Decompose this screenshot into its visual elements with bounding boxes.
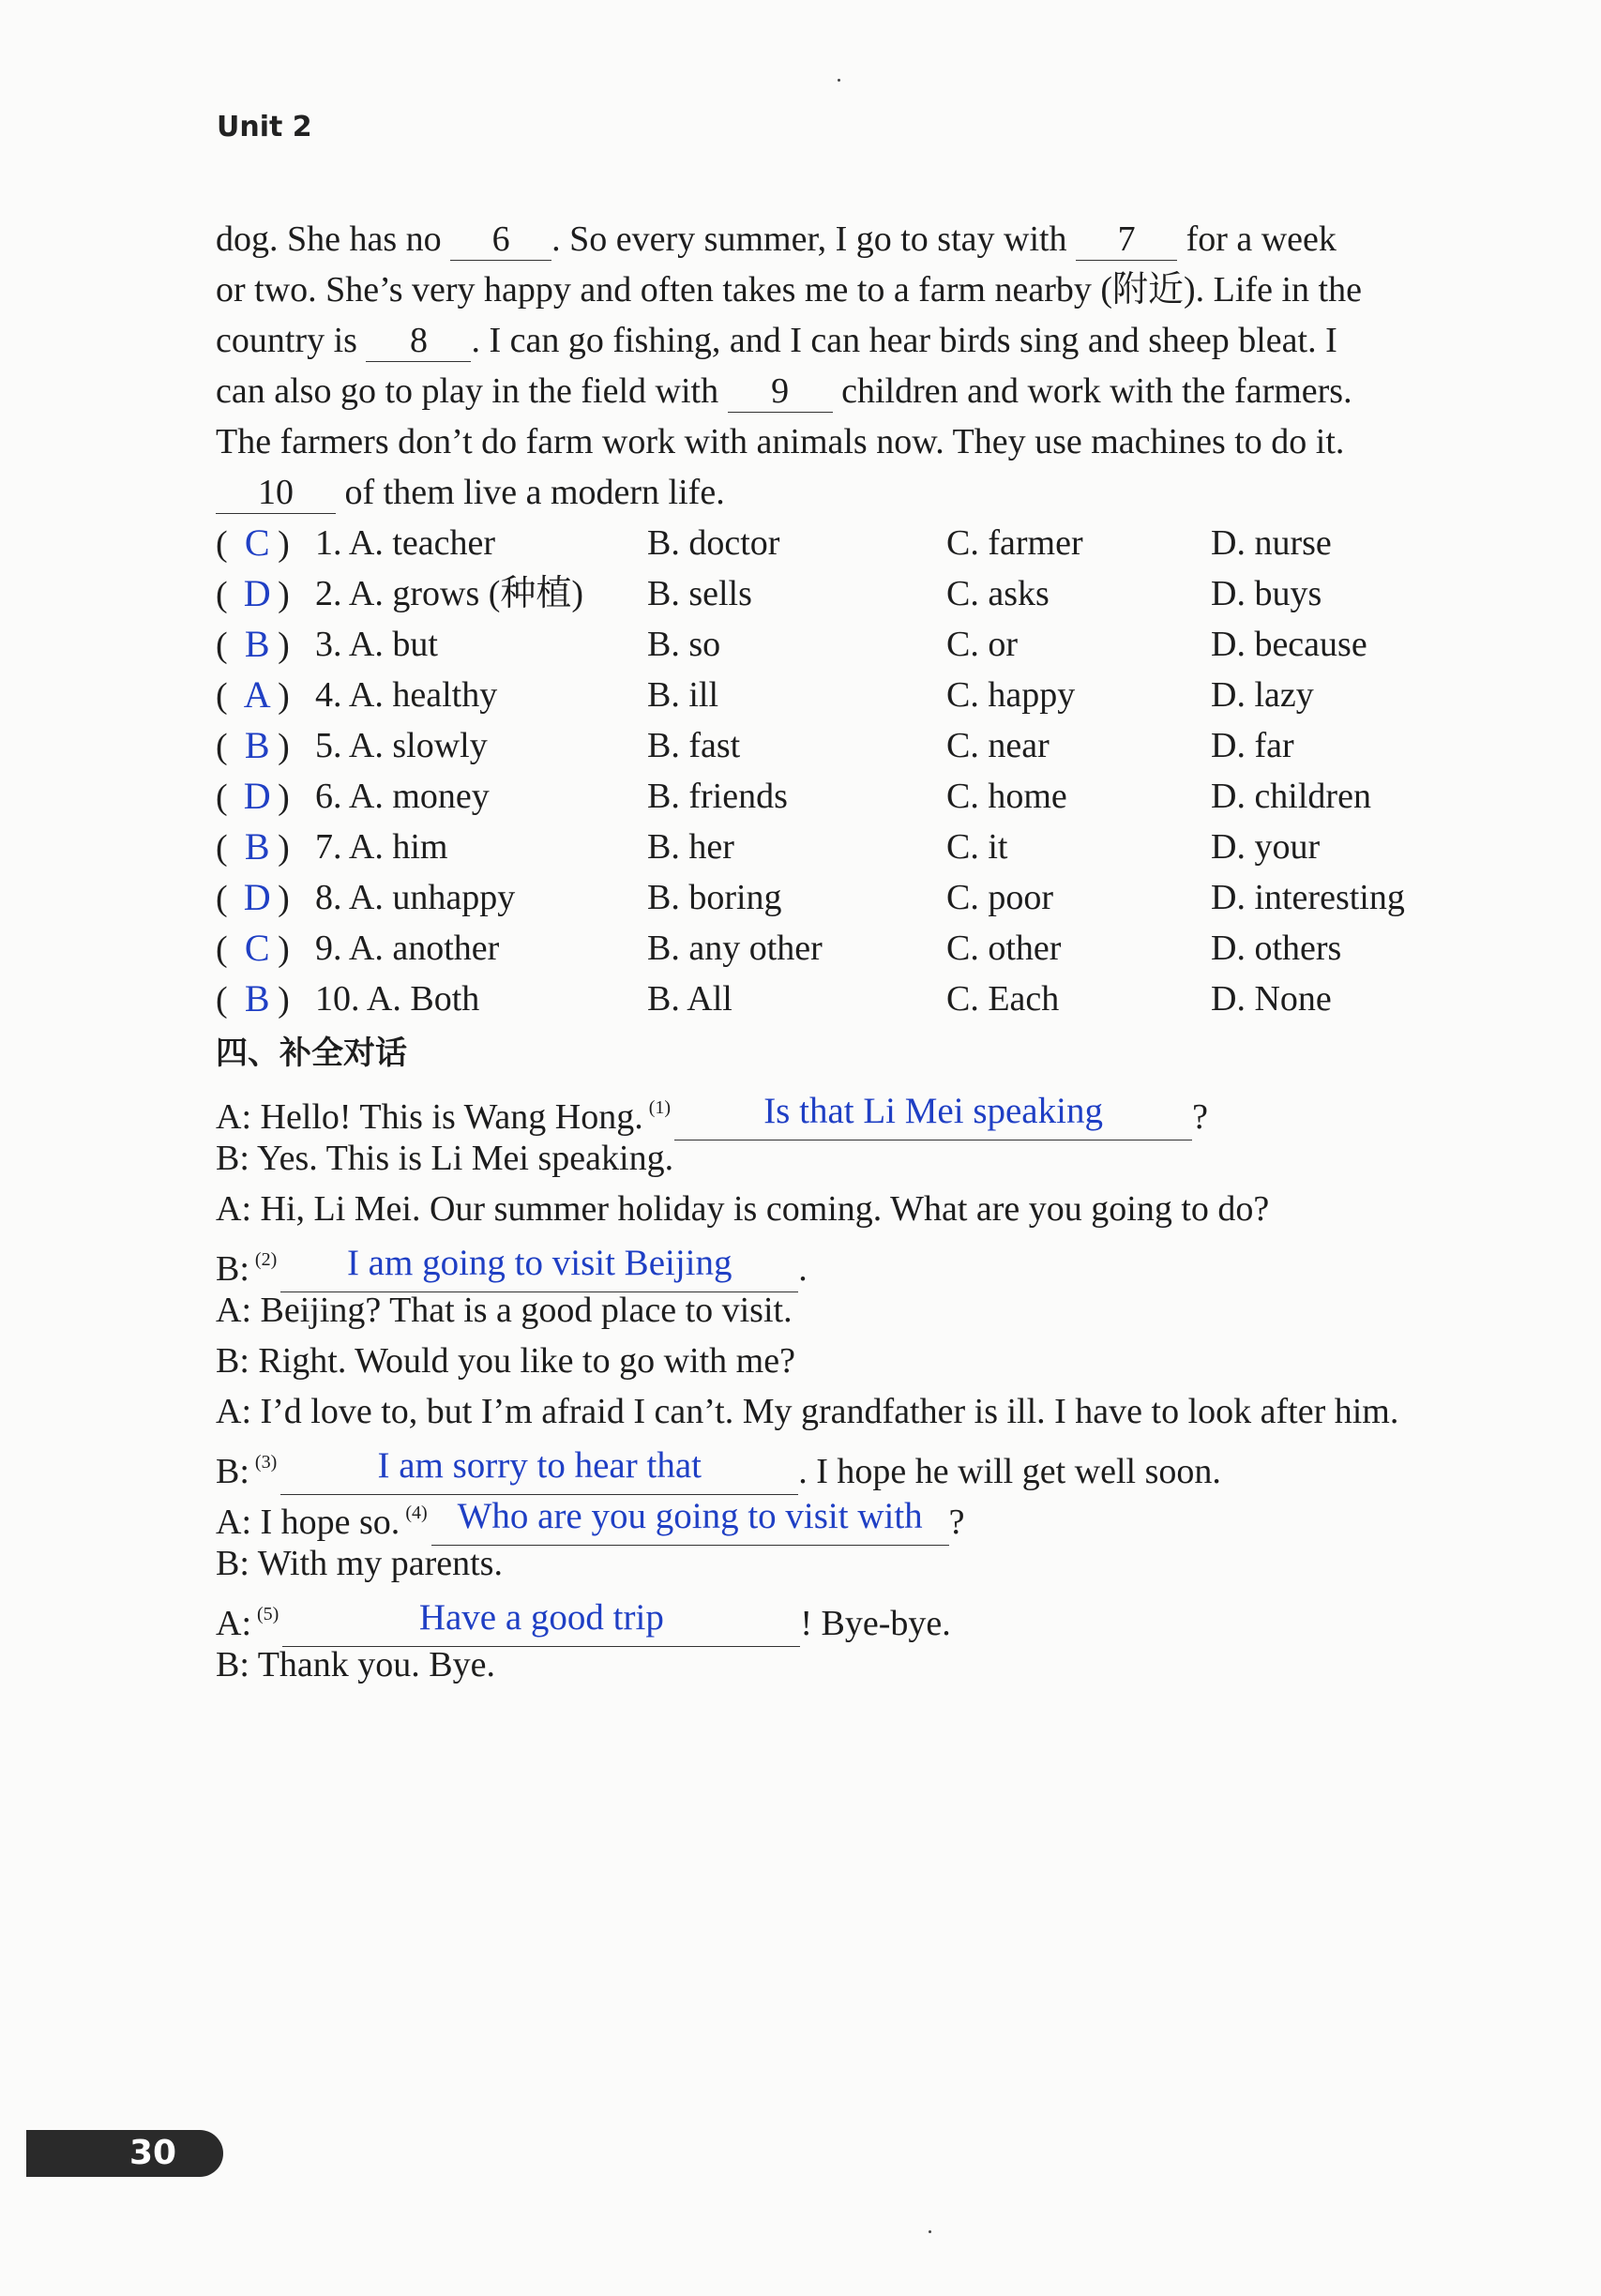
answer-bracket: ( B ) <box>216 619 315 670</box>
option-d: D. children <box>1211 777 1371 816</box>
answer-blank-1: Is that Li Mei speaking <box>674 1098 1192 1140</box>
option-b: B. ill <box>647 675 719 715</box>
option-a: 2. A. grows (种植) <box>315 574 584 613</box>
option-b: B. friends <box>647 777 788 816</box>
option-b: B. her <box>647 827 734 867</box>
answer-blank-5: Have a good trip <box>282 1605 800 1647</box>
dialogue-line: B: Thank you. Bye. <box>216 1645 496 1684</box>
option-a: 9. A. another <box>315 929 500 968</box>
page-number: 30 <box>129 2134 177 2172</box>
option-b: B. All <box>647 979 733 1019</box>
dialogue-line: B: With my parents. <box>216 1544 503 1583</box>
handwritten-answer: B <box>244 623 270 665</box>
handwritten-answer: C <box>244 521 270 564</box>
answer-bracket: ( B ) <box>216 822 315 872</box>
option-c: C. Each <box>946 979 1060 1019</box>
answer-blank-4: Who are you going to visit with <box>431 1503 949 1546</box>
option-c: C. or <box>946 625 1018 664</box>
option-a: 4. A. healthy <box>315 675 498 715</box>
question-row <box>216 619 1473 670</box>
question-row <box>216 872 1473 923</box>
option-c: C. home <box>946 777 1067 816</box>
handwritten-answer: D <box>243 572 271 614</box>
option-d: D. others <box>1211 929 1342 968</box>
dialogue-line: A: $^{(5)}$ Have a good trip ! Bye-bye. <box>216 1589 1473 1639</box>
handwritten-answer: C <box>244 927 270 969</box>
option-b: B. fast <box>647 726 741 765</box>
answer-bracket: ( B ) <box>216 974 315 1024</box>
option-a: 1. A. teacher <box>315 523 496 563</box>
scan-speck <box>929 2230 931 2233</box>
blank-9: 9 <box>728 370 833 413</box>
answer-bracket: ( B ) <box>216 720 315 771</box>
exercise-content <box>216 214 1473 1690</box>
option-a: 6. A. money <box>315 777 490 816</box>
question-row <box>216 568 1473 619</box>
answer-bracket: ( D ) <box>216 872 315 923</box>
question-row <box>216 518 1473 568</box>
question-row <box>216 822 1473 872</box>
handwritten-answer: B <box>244 977 270 1020</box>
option-d: D. your <box>1211 827 1321 867</box>
question-row <box>216 923 1473 974</box>
blank-6: 6 <box>450 219 551 261</box>
option-d: D. None <box>1211 979 1332 1019</box>
option-c: C. poor <box>946 878 1053 917</box>
dialogue-line: B: $^{(3)}$ I am sorry to hear that . I hope he will get well soon. <box>216 1437 1473 1488</box>
option-c: C. it <box>946 827 1008 867</box>
unit-heading: Unit 2 <box>217 111 312 144</box>
option-b: B. sells <box>647 574 752 613</box>
handwritten-answer: B <box>244 724 270 766</box>
answer-blank-2: I am going to visit Beijing <box>280 1250 798 1292</box>
dialogue-line: A: I hope so. $^{(4)}$ Who are you going to visit with ? <box>216 1488 1473 1538</box>
option-d: D. because <box>1211 625 1367 664</box>
handwritten-answer: B <box>244 825 270 868</box>
passage-line: The farmers don’t do farm work with animals now. They use machines to do it. <box>216 422 1345 461</box>
passage-line: or two. She’s very happy and often takes me to a farm nearby (附近). Life in the <box>216 270 1362 310</box>
option-c: C. near <box>946 726 1050 765</box>
option-c: C. other <box>946 929 1062 968</box>
option-d: D. lazy <box>1211 675 1314 715</box>
dialogue-line: A: Hi, Li Mei. Our summer holiday is coming. What are you going to do? <box>216 1189 1270 1229</box>
question-row <box>216 670 1473 720</box>
blank-8: 8 <box>366 320 471 362</box>
page-number-tab <box>26 2130 223 2177</box>
passage-line: country is 8 . I can go fishing, and I can hear birds sing and sheep bleat. I <box>216 321 1337 360</box>
blank-10: 10 <box>216 472 336 514</box>
answer-bracket: ( C ) <box>216 518 315 568</box>
dialogue-line: A: I’d love to, but I’m afraid I can’t. My grandfather is ill. I have to look after him. <box>216 1392 1399 1431</box>
dialogue-line: B: $^{(2)}$ I am going to visit Beijing . <box>216 1234 1473 1285</box>
answer-bracket: ( A ) <box>216 670 315 720</box>
option-d: D. nurse <box>1211 523 1332 563</box>
handwritten-answer: A <box>243 673 271 716</box>
option-a: 8. A. unhappy <box>315 878 516 917</box>
answer-bracket: ( D ) <box>216 568 315 619</box>
option-b: B. any other <box>647 929 823 968</box>
question-row <box>216 771 1473 822</box>
option-d: D. interesting <box>1211 878 1405 917</box>
dialogue-line: A: Hello! This is Wang Hong. $^{(1)}$ Is that Li Mei speaking ? <box>216 1082 1473 1133</box>
option-b: B. so <box>647 625 721 664</box>
section-title: 四、补全对话 <box>216 1035 407 1072</box>
question-list <box>216 518 1473 1024</box>
blank-7: 7 <box>1076 219 1177 261</box>
passage-line: dog. She has no 6 . So every summer, I go to stay with 7 for a week <box>216 219 1337 259</box>
option-a: 7. A. him <box>315 827 448 867</box>
option-d: D. far <box>1211 726 1294 765</box>
answer-bracket: ( C ) <box>216 923 315 974</box>
dialogue-line: A: Beijing? That is a good place to visit. <box>216 1291 793 1330</box>
option-b: B. doctor <box>647 523 780 563</box>
scan-speck <box>838 79 840 82</box>
option-a: 3. A. but <box>315 625 438 664</box>
option-d: D. buys <box>1211 574 1322 613</box>
passage-line: 10 of them live a modern life. <box>216 467 1473 518</box>
option-c: C. asks <box>946 574 1050 613</box>
option-a: 5. A. slowly <box>315 726 488 765</box>
handwritten-answer: D <box>243 775 271 817</box>
option-b: B. boring <box>647 878 782 917</box>
question-row <box>216 974 1473 1024</box>
option-c: C. farmer <box>946 523 1083 563</box>
option-a: 10. A. Both <box>315 979 480 1019</box>
answer-blank-3: I am sorry to hear that <box>280 1453 798 1495</box>
question-row <box>216 720 1473 771</box>
answer-bracket: ( D ) <box>216 771 315 822</box>
handwritten-answer: D <box>243 876 271 918</box>
passage-line: can also go to play in the field with 9 children and work with the farmers. <box>216 371 1352 411</box>
dialogue-line: B: Right. Would you like to go with me? <box>216 1341 795 1381</box>
dialogue-line: B: Yes. This is Li Mei speaking. <box>216 1139 674 1178</box>
option-c: C. happy <box>946 675 1076 715</box>
